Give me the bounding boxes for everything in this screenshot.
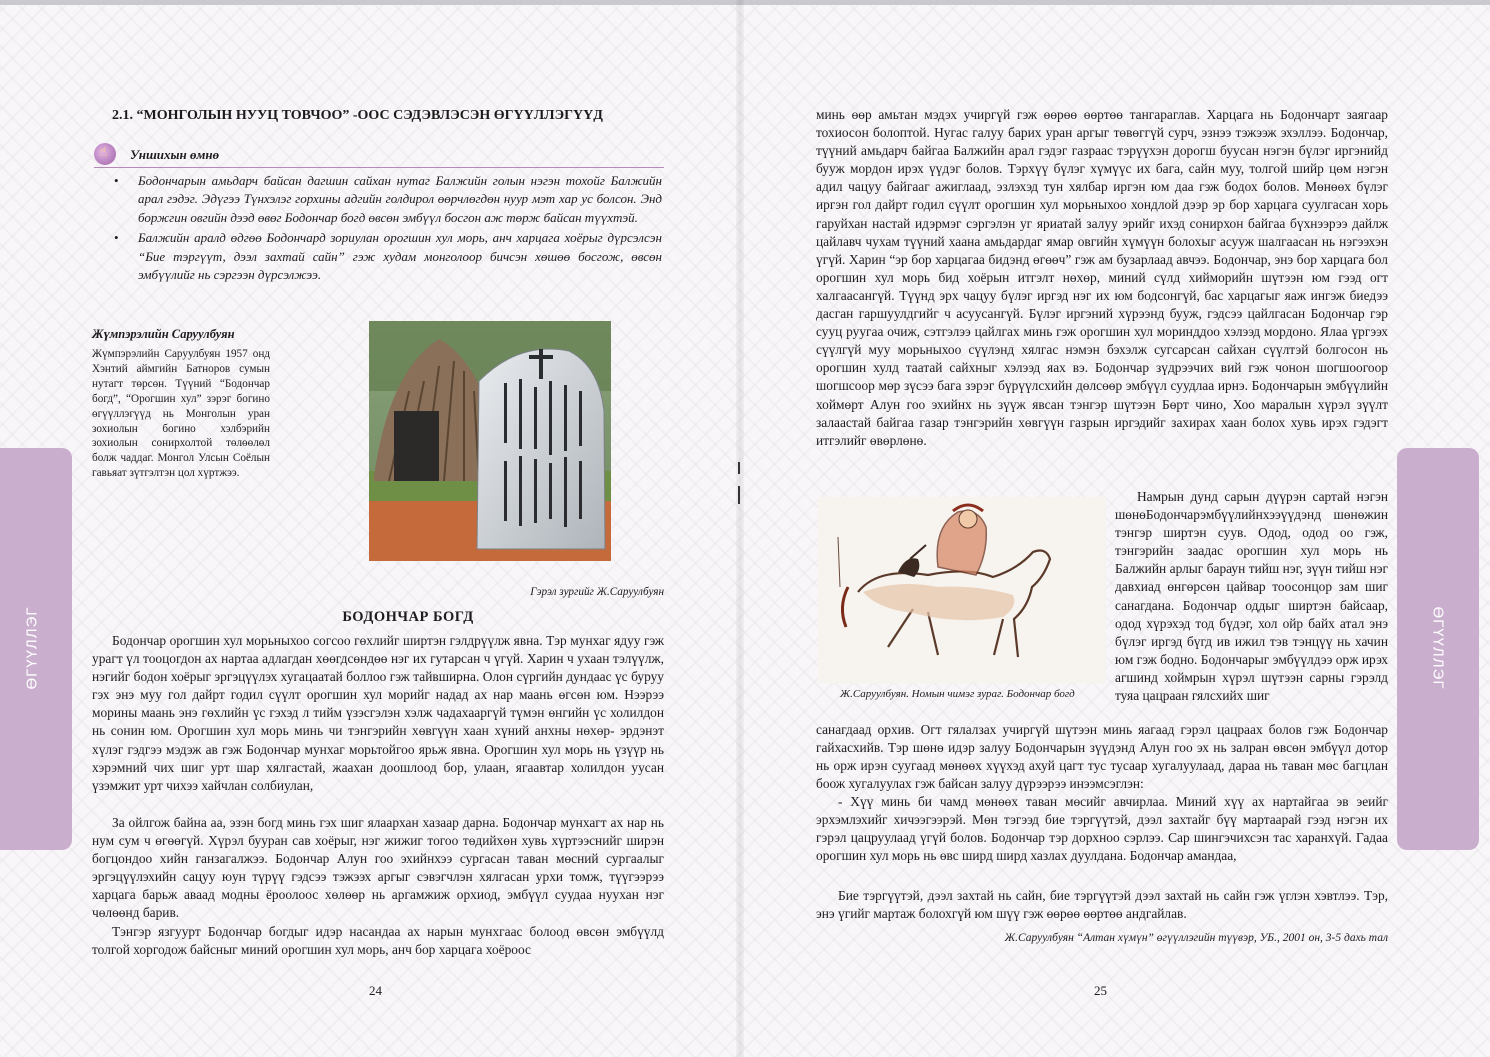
section-title: 2.1. “МОНГОЛЫН НУУЦ ТОВЧОО” -ООС СЭДЭВЛЭСЭН ӨГҮҮЛЛЭГҮҮД bbox=[112, 108, 603, 123]
right-page bbox=[744, 0, 1490, 1057]
left-page bbox=[0, 0, 736, 1057]
author-bio: Жүмпэрэлийн Саруулбуян 1957 онд Хэнтий аймгийн Батноров сумын нутагт төрсөн. Түүний “Бодончар богд”, “Орогшин хул” зэрэг богино өгүүллэгүүд нь Монголын уран зохиолын богино хэлбэрийн зохиолын сонирхолтой төлөөлөл болж чаддаг. Монгол Улсын Соёлын гавьяат зүтгэлтэн цол хүртжээ. bbox=[92, 348, 270, 480]
side-tab-right bbox=[1397, 448, 1479, 850]
story-paragraph: Бие тэргүүтэй, дээл захтай нь сайн, бие тэргүүтэй дээл захтай нь сайн гэж үглэн хэвтлээ. Тэр, энэ үгийг мартаж болохгүй юм шүү гэж өөрөө өөртөө андгайлав. bbox=[816, 888, 1388, 922]
bullet-item: • Бодончарын амьдарч байсан дагшин сайхан нутаг Балжийн голын нэгэн тохойг Балжийн арал гэдэг. Эдүгээ Түнхэлэг горхины адгийн голдирол өөрчлөгдөн нуур мэт хар ус болсон. Энд боржгин овгийн дээд өвөг Бодончар богд өвсөн эмбүүл босгон аж төрж байсан түүхтэй. bbox=[114, 172, 662, 227]
book-gutter bbox=[736, 0, 744, 1057]
page-number-right: 25 bbox=[1094, 983, 1107, 998]
story-paragraph: Бодончар орогшин хул морьныхоо согсоо гөхлийг ширтэн гэлдрүүлж явна. Тэр мунхаг ядуу гэж урагт үл тооцогдон ах нартаа адлагдан хөөгдсөндөө нэг их гутарсан ч үгүй. Харин ч ухаан тэлүүлж, нэгийг бодон хоёрыг эргэцүүлэх хугацаатай боллоо гэж тайвширна. Олон сүргийн дундаас үс буруу гэх энэ муу гол дайрт годил сүүлт орогшин хул морийг надад ах нар маань өгсөн юм. Нээрээ морины маань энэ гөхлийн үс гэхэд л тийм үзэсгэлэн хэлж чадахааргүй түмэн өнгийн үс холилдон нь сонин юм. Орогшин хул морь минь чи тэнгэрийн хөвгүүн хаан хүний анхны нөхөр- эрдэнэт хүлэг гэдгээ мэдэж ав гэж Бодончар мунхаг морьтойгоо ярьж явна. Орогшин хул морь нь үзүүр нь хэрэмний чих шиг урт шар хялгастай, жаахан доошлоод бор, улаан, ягаавтар холилдон уусан үзэмжит урт чихээ хайчлан солбиулан, bbox=[92, 633, 664, 793]
side-tab-label: ӨГҮҮЛЛЭГ bbox=[23, 606, 41, 690]
side-tab-left bbox=[0, 448, 72, 850]
sketch-caption: Ж.Саруулбуян. Номын чимэг зураг. Бодончар богд bbox=[840, 688, 1075, 700]
hand-pointer-icon bbox=[94, 143, 116, 165]
photo-caption: Гэрэл зургийг Ж.Саруулбуян bbox=[530, 586, 664, 598]
story-paragraph: Тэнгэр язгуурт Бодончар богдыг идэр насандаа ах нарын мунхгаас болоод өвсөн эмбүүлд толгой хоргодож байсныг миний орогшин хул морь, анч бор харцага хоёроос bbox=[92, 924, 664, 958]
prereading-header bbox=[94, 143, 664, 168]
prereading-bullets bbox=[114, 172, 662, 286]
story-paragraph: - Хүү минь би чамд мөнөөх таван мөсийг авчирлаа. Миний хүү ах нартайгаа эв эеийг эрхэмлэхийг хичээгээрэй. Мөн тэгээд бие тэргүүтэй, дээл захтайг бүү мартаарай гээд нэгэн их гэрэл цацруулаад үгүй болов. Бодончар тэр дорхноо сэрлээ. Сар шингэчихсэн тас харанхүй. Гадаа орогшин хул морь нь өвс ширд ширд хазлах дуулдана. Бодончар амандаа, bbox=[816, 794, 1388, 864]
gutter-mark bbox=[738, 462, 740, 474]
page-number-left: 24 bbox=[369, 983, 382, 998]
prereading-label: Уншихын өмнө bbox=[130, 147, 220, 162]
yurt-monument-photo bbox=[369, 321, 611, 561]
story-paragraph: За ойлгож байна аа, эзэн богд минь гэх шиг ялаархан хазаар дарна. Бодончар мунхагт ах нар нь нум сум ч өгөөгүй. Хүрэл бууран сав хоёрыг, нэг жижиг тогоо төдийхөн хувь хүртээснийг ширэн богцондоо хийн ганзагалжээ. Бодончар Алун гоо эхийнхээ сургасан таван мөсний сургаалыг эргэцүүлэхийн сацуу юун түрүү гэдсээ тэжээх аргыг сэвэгчлэн хялгасан урхи томж, түүгээрээ харцага барьж аваад модны ёроолоос хөлөөр нь аргамжиж орхиод, эмбүүл суудаа нуухан нэг чөлөөнд барив. bbox=[92, 815, 664, 921]
author-name: Жүмпэрэлийн Саруулбуян bbox=[92, 327, 235, 341]
source-reference: Ж.Саруулбуян “Алтан хүмүн” өгүүллэгийн түүвэр, УБ., 2001 он, 3-5 дахь тал bbox=[1004, 932, 1388, 944]
bullet-item: • Балжийн аралд өдгөө Бодончард зориулан орогшин хул морь, анч харцага хоёрыг дүрсэлсэн “Бие тэргүүт, дээл захтай сайн” гэж худам монголоор бичсэн хөшөө босгож, өвсөн эмбүүлийг нь сэргээн дүрсэлжээ. bbox=[114, 229, 662, 284]
rider-sketch-illustration bbox=[818, 497, 1106, 683]
story-paragraph: минь өөр амьтан мэдэх учиргүй гэж өөрөө өөртөө тангараглав. Харцага нь Бодончарт заягаар тохиосон болоптой. Нугас галуу барих уран аргыг төвөггүй сурч, эзнээ тэжээж эхэллээ. Бодончар, түүний амьдарч байгаа Балжийн арал гэдэг газраас тэрүүхэн дорогш буусан нэгэн бүлэг иргэнийд бууж мордон ирэх үүдэг болов. Тэрхүү бүлэг хүмүүс их бага, сайн муу, толгой шийр цөм нэгэн адил чацуу байгааг ажиглаад, эзлэхэд тун хялбар иргэн юм даа гэж бодох болов. Мөнөөх бүлэг иргэн гол дайрт годил сүүлт орогшин хул морьныхоо хондлой дээр эр бор харцага суулгасан хорь гаруйхан настай идэрмэг сэргэлэн уг яриатай залуу эрийг ихэд сонирхон байгаа бүхнээрээ дайлж цайлавч чухам түүний хаана амьдардаг ямар овгийн хүмүүн болохыг асууж шалгаасан нь нэгээхэн үгүй. Харин “эр бор харцагаа бидэнд өгөөч” гэж ам бузарлаад авчээ. Бодончар, энэ бор харцага бол орогшин хул морь бид хоёрын итгэлт нөхөр, миний сүлд хийморийн шүтээн юм гээд огт халгаасангүй. Түүнд эрх чацуу бүлэг иргэд нэг их юм бодсонгүй, бас харцагыг яаж ингэж биедээ дасган гаршуулдгийг ч асуусангүй. Бүлэг иргэний хүрээнд бууж, гэдсээ цайлгасан Бодончар гэр сууц руугаа очиж, сэтгэлээ цайлгах минь гэж орогшин хул моринддоо хэлээд мордоно. Ялаа үргээх сүүлгүй муу морьныхоо сүүлэнд хялгас нэмэн бэхэлж сугсарсан сайхан сүүлтэй болгосон нь орогшин хулд таатай сайхныг хэлээд яах вэ. Бодончар зүдрээчих вий гэж чонон шогшоогоор шогшсоор мөр зүсээ бага зэрэг бүрүүлсхийн дөлсөөр эмбүүл суудлаа ирнэ. Бодончарын эмбүүлийн хоймөрт Алун гоо эхийнх нь зүүж явсан тэнгэр шүтээн Бөрт чино, Хоо маралын хүрэл зүүлт залаастай байгаа газар тэнгэрийн хөвгүүн газрын иргэдийг захирах хаан болох хувь ирэх гэдэгт итгэлийг өвөрлөнө. bbox=[816, 107, 1388, 448]
side-tab-label: ӨГҮҮЛЛЭГ bbox=[1429, 606, 1447, 690]
story-paragraph: санагдаад орхив. Огт гялалзах учиргүй шүтээн минь яагаад гэрэл цацраах болов гэж Бодончар гайхасхийв. Тэр шөнө идэр залуу Бодончарын зүүдэнд Алун гоо эх нь залран өвсөн эмбүүл дотор нь орж ирэн суугаад мөнөөх хүүхэд ахуй цагт тус тусаар хугалуулаад, дараа нь таван мөс багцлан боож хугалуулах гэж байсан залуу дүрээрээ инээмсэглэн: bbox=[816, 722, 1388, 792]
story-paragraph: Намрын дунд сарын дүүрэн сартай нэгэн шөнөБодончарэмбүүлийнхээүүдэнд шөнөжин тэнгэр ширтэн суув. Одод, одод оо гэж, тэнгэрийн заадас орогшин хул морь нь Балжийн арлыг бараун тийш нэг, зүүн тийш нэг давхиад өнгөрсөн цайвар тоосонцор зам шиг санагдана. Бодончар оддыг ширтэн байсаар, одод хүрэхэд тод бүдэг, хол ойр байх атал энэ бүлэг иргэд бүгд ив ижил тэв тэнцүү нь хачин юм гэж бодно. Бодончарыг эмбүүлдээ орж ирэх агшинд хоймрын хүрэл шүтээн сарны гэрэлд туяа цацраан гялсхийх шиг bbox=[1115, 489, 1388, 704]
gutter-mark bbox=[738, 486, 740, 504]
story-title: БОДОНЧАР БОГД bbox=[342, 609, 474, 625]
